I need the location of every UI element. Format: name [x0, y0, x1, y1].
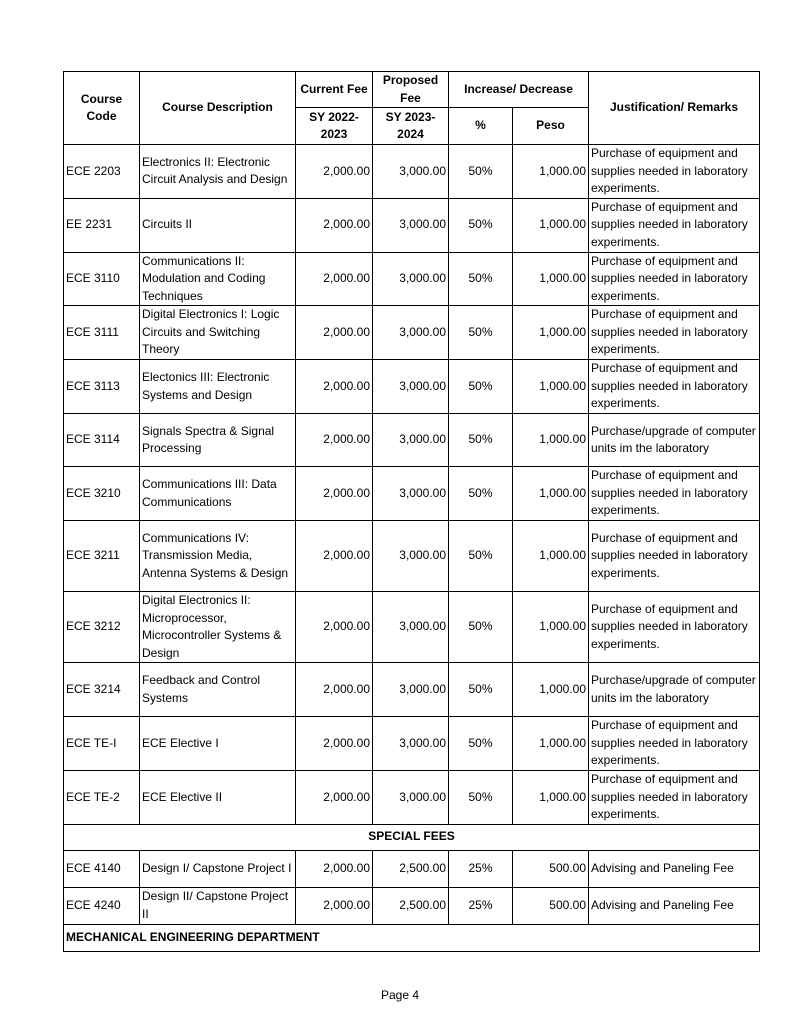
- cell-peso: 1,000.00: [513, 414, 589, 467]
- cell-percent: 50%: [449, 252, 513, 306]
- cell-percent: 50%: [449, 360, 513, 414]
- cell-current-fee: 2,000.00: [296, 717, 373, 771]
- cell-remarks: Purchase of equipment and supplies needed in laboratory experiments.: [589, 521, 760, 592]
- header-course-code: Course Code: [64, 72, 140, 145]
- cell-course-code: EE 2231: [64, 198, 140, 252]
- cell-current-fee: 2,000.00: [296, 252, 373, 306]
- table-row: [64, 252, 760, 306]
- header-sy-current: SY 2022-2023: [296, 108, 373, 145]
- cell-course-description: ECE Elective I: [140, 717, 296, 771]
- cell-proposed-fee: 3,000.00: [373, 252, 449, 306]
- cell-current-fee: 2,000.00: [296, 887, 373, 924]
- cell-course-description: Feedback and Control Systems: [140, 663, 296, 717]
- page-number: Page 4: [380, 988, 420, 1002]
- cell-peso: 1,000.00: [513, 467, 589, 521]
- cell-current-fee: 2,000.00: [296, 306, 373, 360]
- cell-current-fee: 2,000.00: [296, 850, 373, 887]
- table-row: [64, 887, 760, 924]
- table-row: [64, 663, 760, 717]
- cell-course-code: ECE 3113: [64, 360, 140, 414]
- cell-course-description: Digital Electronics I: Logic Circuits and Switching Theory: [140, 306, 296, 360]
- cell-percent: 25%: [449, 850, 513, 887]
- header-percent: %: [449, 108, 513, 145]
- cell-current-fee: 2,000.00: [296, 592, 373, 663]
- table-row: [64, 717, 760, 771]
- cell-course-code: ECE 2203: [64, 145, 140, 199]
- header-course-description: Course Description: [140, 72, 296, 145]
- cell-course-description: Digital Electronics II: Microprocessor, Microcontroller Systems & Design: [140, 592, 296, 663]
- cell-course-description: Communications III: Data Communications: [140, 467, 296, 521]
- cell-proposed-fee: 3,000.00: [373, 521, 449, 592]
- cell-proposed-fee: 3,000.00: [373, 198, 449, 252]
- cell-remarks: Purchase of equipment and supplies needed in laboratory experiments.: [589, 252, 760, 306]
- table-row: [64, 414, 760, 467]
- cell-peso: 1,000.00: [513, 592, 589, 663]
- cell-percent: 50%: [449, 306, 513, 360]
- cell-percent: 50%: [449, 592, 513, 663]
- cell-course-code: ECE 3211: [64, 521, 140, 592]
- header-increase-decrease: Increase/ Decrease: [449, 72, 589, 108]
- cell-proposed-fee: 3,000.00: [373, 717, 449, 771]
- cell-percent: 50%: [449, 145, 513, 199]
- cell-current-fee: 2,000.00: [296, 414, 373, 467]
- cell-remarks: Purchase/upgrade of computer units im the laboratory: [589, 663, 760, 717]
- cell-peso: 1,000.00: [513, 360, 589, 414]
- cell-proposed-fee: 3,000.00: [373, 592, 449, 663]
- table-row: [64, 592, 760, 663]
- cell-percent: 50%: [449, 717, 513, 771]
- cell-course-description: Design II/ Capstone Project II: [140, 887, 296, 924]
- cell-remarks: Purchase of equipment and supplies needed in laboratory experiments.: [589, 467, 760, 521]
- cell-percent: 50%: [449, 521, 513, 592]
- cell-percent: 25%: [449, 887, 513, 924]
- table-row: [64, 771, 760, 825]
- cell-percent: 50%: [449, 198, 513, 252]
- cell-proposed-fee: 3,000.00: [373, 771, 449, 825]
- cell-course-code: ECE 3214: [64, 663, 140, 717]
- cell-remarks: Advising and Paneling Fee: [589, 887, 760, 924]
- cell-course-description: Communications II: Modulation and Coding Techniques: [140, 252, 296, 306]
- cell-course-code: ECE 3210: [64, 467, 140, 521]
- cell-percent: 50%: [449, 414, 513, 467]
- cell-peso: 500.00: [513, 850, 589, 887]
- header-sy-proposed: SY 2023-2024: [373, 108, 449, 145]
- cell-current-fee: 2,000.00: [296, 467, 373, 521]
- cell-course-description: Electonics III: Electronic Systems and Design: [140, 360, 296, 414]
- cell-course-description: Electronics II: Electronic Circuit Analysis and Design: [140, 145, 296, 199]
- cell-peso: 1,000.00: [513, 521, 589, 592]
- cell-percent: 50%: [449, 771, 513, 825]
- cell-current-fee: 2,000.00: [296, 198, 373, 252]
- cell-remarks: Purchase of equipment and supplies needed in laboratory experiments.: [589, 771, 760, 825]
- table-row: [64, 467, 760, 521]
- cell-remarks: Purchase of equipment and supplies needed in laboratory experiments.: [589, 145, 760, 199]
- table-row: [64, 850, 760, 887]
- cell-course-code: ECE 4240: [64, 887, 140, 924]
- cell-proposed-fee: 3,000.00: [373, 414, 449, 467]
- cell-course-description: Signals Spectra & Signal Processing: [140, 414, 296, 467]
- cell-peso: 1,000.00: [513, 198, 589, 252]
- cell-percent: 50%: [449, 467, 513, 521]
- cell-course-code: ECE TE-I: [64, 717, 140, 771]
- cell-proposed-fee: 2,500.00: [373, 850, 449, 887]
- cell-course-description: Circuits II: [140, 198, 296, 252]
- cell-proposed-fee: 3,000.00: [373, 663, 449, 717]
- table-row: [64, 306, 760, 360]
- cell-current-fee: 2,000.00: [296, 145, 373, 199]
- cell-peso: 1,000.00: [513, 717, 589, 771]
- cell-current-fee: 2,000.00: [296, 521, 373, 592]
- cell-peso: 500.00: [513, 887, 589, 924]
- cell-proposed-fee: 3,000.00: [373, 306, 449, 360]
- cell-course-description: ECE Elective II: [140, 771, 296, 825]
- header-current-fee: Current Fee: [296, 72, 373, 108]
- cell-peso: 1,000.00: [513, 663, 589, 717]
- header-proposed-fee: Proposed Fee: [373, 72, 449, 108]
- header-justification: Justification/ Remarks: [589, 72, 760, 145]
- cell-remarks: Purchase of equipment and supplies needed in laboratory experiments.: [589, 360, 760, 414]
- department-heading: MECHANICAL ENGINEERING DEPARTMENT: [64, 924, 760, 951]
- cell-current-fee: 2,000.00: [296, 663, 373, 717]
- cell-course-code: ECE 3110: [64, 252, 140, 306]
- cell-course-code: ECE 3212: [64, 592, 140, 663]
- cell-remarks: Advising and Paneling Fee: [589, 850, 760, 887]
- cell-course-code: ECE TE-2: [64, 771, 140, 825]
- cell-peso: 1,000.00: [513, 306, 589, 360]
- cell-course-code: ECE 3111: [64, 306, 140, 360]
- cell-peso: 1,000.00: [513, 771, 589, 825]
- cell-remarks: Purchase of equipment and supplies needed in laboratory experiments.: [589, 306, 760, 360]
- special-fees-heading: SPECIAL FEES: [64, 824, 760, 850]
- cell-course-description: Communications IV: Transmission Media, Antenna Systems & Design: [140, 521, 296, 592]
- cell-remarks: Purchase of equipment and supplies needed in laboratory experiments.: [589, 198, 760, 252]
- cell-remarks: Purchase of equipment and supplies needed in laboratory experiments.: [589, 592, 760, 663]
- cell-proposed-fee: 3,000.00: [373, 145, 449, 199]
- cell-proposed-fee: 3,000.00: [373, 360, 449, 414]
- cell-proposed-fee: 2,500.00: [373, 887, 449, 924]
- cell-course-code: ECE 4140: [64, 850, 140, 887]
- cell-current-fee: 2,000.00: [296, 360, 373, 414]
- table-row: [64, 521, 760, 592]
- table-row: [64, 198, 760, 252]
- cell-peso: 1,000.00: [513, 252, 589, 306]
- table-row: [64, 360, 760, 414]
- cell-peso: 1,000.00: [513, 145, 589, 199]
- cell-remarks: Purchase of equipment and supplies needed in laboratory experiments.: [589, 717, 760, 771]
- table-body: [64, 145, 760, 952]
- cell-remarks: Purchase/upgrade of computer units im the laboratory: [589, 414, 760, 467]
- table-row: [64, 145, 760, 199]
- header-peso: Peso: [513, 108, 589, 145]
- fee-table: [63, 71, 760, 952]
- cell-course-description: Design I/ Capstone Project I: [140, 850, 296, 887]
- cell-course-code: ECE 3114: [64, 414, 140, 467]
- cell-current-fee: 2,000.00: [296, 771, 373, 825]
- cell-proposed-fee: 3,000.00: [373, 467, 449, 521]
- cell-percent: 50%: [449, 663, 513, 717]
